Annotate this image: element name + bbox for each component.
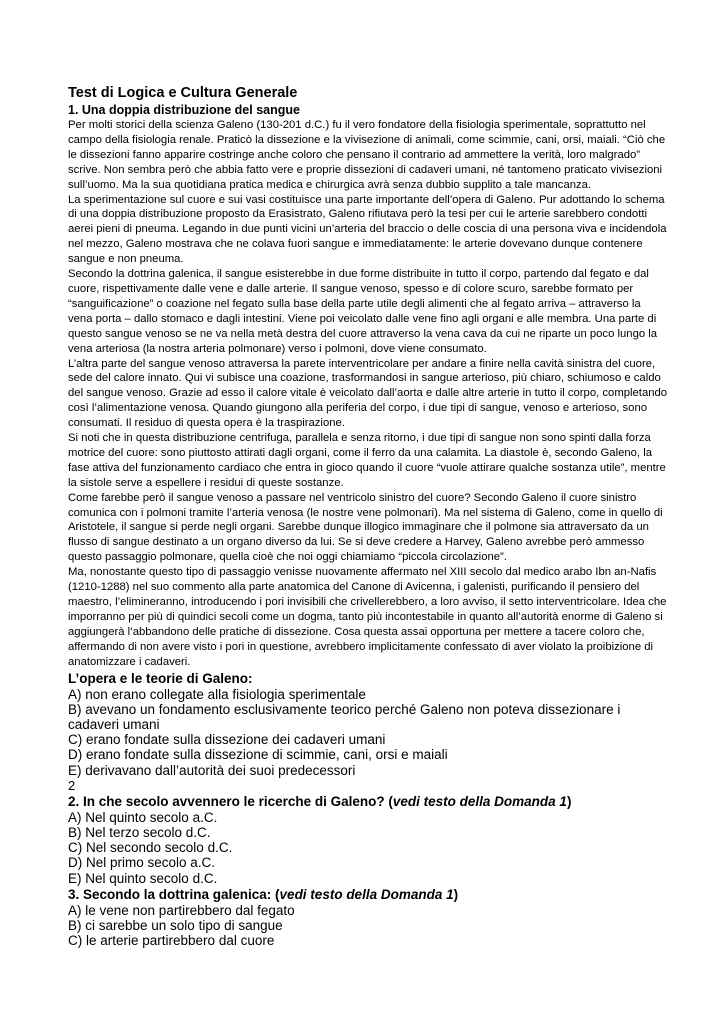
answer-option: A) non erano collegate alla fisiologia sperimentale	[68, 686, 366, 702]
document-title: Test di Logica e Cultura Generale	[68, 85, 298, 101]
question-3-prompt-close: )	[453, 886, 459, 902]
question-3-prompt-text: 3. Secondo la dottrina galenica: (	[68, 886, 280, 902]
question-1-prompt: L’opera e le teorie di Galeno:	[68, 670, 253, 686]
question-3-options	[68, 903, 668, 949]
passage-paragraph: Ma, nonostante questo tipo di passaggio venisse nuovamente affermato nel XIII secolo dal medico arabo Ibn an-Nafis (1210-1288) nel suo commento alla parte anatomica del Canone di Avicenna, i galenisti, purificando il pensiero del maestro, l’elimineranno, introducendo i pori invisibili che crivellerebbero, a loro avviso, il setto interventricolare. Idea che imporranno per più di quindici secoli come un dogma, tanto più incontestabile in quanto all’autorità enorme di Galeno si aggiungerà l’abbandono delle pratiche di dissezione. Cosa questa assai opportuna per mettere a tacere coloro che, affermando di non avere visto i pori in questione, avrebbero implicitamente confessato di aver violato la proibizione di anatomizzare i cadaveri.	[68, 566, 667, 668]
passage-paragraph: Si noti che in questa distribuzione centrifuga, parallela e senza ritorno, i due tipi di sangue non sono spinti dalla forza motrice del cuore: sono piuttosto attirati dagli organi, come il ferro da una calamita. La diastole è, secondo Galeno, la fase attiva del funzionamento cardiaco che entra in gioco quando il cuore “vuole attirare qualche sostanza utile”, mentre la sistole serve a espellere i residui di queste sostanze.	[68, 432, 666, 489]
question-2-reference: vedi testo della Domanda 1	[392, 793, 567, 809]
question-1-options	[68, 687, 668, 778]
reading-passage	[68, 118, 668, 670]
answer-option: C) erano fondate sulla dissezione dei cadaveri umani	[68, 732, 386, 748]
page-number: 2	[68, 777, 76, 793]
answer-option: B) ci sarebbe un solo tipo di sangue	[68, 917, 283, 933]
passage-paragraph: Per molti storici della scienza Galeno (130-201 d.C.) fu il vero fondatore della fisiologia sperimentale, soprattutto nel campo della fisiologia renale. Praticò la dissezione e la vivisezione di animali, come scimmie, cani, orsi, maiali. “Ciò che le dissezioni fanno apparire costringe anche coloro che pensano il contrario ad ammettere la verità, loro malgrado” scrive. Non sembra però che abbia fatto vere e proprie dissezioni di cadaveri umani, né tantomeno praticato vivisezioni sull’uomo. Ma la sua quotidiana pratica medica e chirurgica avrà senza dubbio supplito a tale mancanza.	[68, 119, 666, 191]
answer-option: C) Nel secondo secolo d.C.	[68, 840, 233, 856]
question-1-heading: 1. Una doppia distribuzione del sangue	[68, 103, 300, 117]
answer-option: E) Nel quinto secolo d.C.	[68, 870, 218, 886]
answer-option: D) erano fondate sulla dissezione di scimmie, cani, orsi e maiali	[68, 747, 448, 763]
answer-option: B) avevano un fondamento esclusivamente teorico perché Galeno non poteva dissezionare i cadaveri umani	[68, 701, 621, 732]
answer-option: B) Nel terzo secolo d.C.	[68, 824, 211, 840]
passage-paragraph: Secondo la dottrina galenica, il sangue esisterebbe in due forme distribuite in tutto il corpo, partendo dal fegato e dal cuore, rispettivamente dalle vene e dalle arterie. Il sangue venoso, spesso e di colore scuro, sarebbe formato per “sanguificazione” o coazione nel fegato sulla base della parte utile degli alimenti che al fegato arriva – attraverso la vena porta – dallo stomaco e dagli intestini. Viene poi veicolato dalle vene fino agli organi e alle membra. Una parte di questo sangue venoso se ne va nella metà destra del cuore attraverso la vena cava da cui ne riparte un poco lungo la vena arteriosa (la nostra arteria polmonare) verso i polmoni, dove viene consumato.	[68, 268, 658, 355]
question-3-reference: vedi testo della Domanda 1	[279, 886, 454, 902]
document-page	[68, 84, 668, 948]
passage-paragraph: Come farebbe però il sangue venoso a passare nel ventricolo sinistro del cuore? Secondo Galeno il cuore sinistro comunica con i polmoni tramite l’arteria venosa (le nostre vene polmonari). Ma nel sistema di Galeno, come in quello di Aristotele, il sangue si perde negli organi. Sarebbe dunque illogico immaginare che il polmone sia attraversato da un flusso di sangue destinato a un organo diverso da lui. Se si deve credere a Harvey, Galeno avrebbe però ammesso questo passaggio polmonare, quella cioè che noi oggi chiamiamo “piccola circolazione”.	[68, 491, 663, 564]
question-2-prompt-close: )	[566, 793, 572, 809]
question-2-prompt-text: 2. In che secolo avvennero le ricerche di Galeno? (	[68, 793, 393, 809]
passage-paragraph: L’altra parte del sangue venoso attraversa la parete interventricolare per andare a finire nella cavità sinistra del cuore, sede del calore innato. Qui vi subisce una coazione, trasformandosi in sangue arterioso, più chiaro, schiumoso e caldo del sangue venoso. Grazie ad esso il calore vitale è veicolato dall’aorta e dalle altre arterie in tutto il corpo, completando così l’alimentazione venosa. Quando giungono alla periferia del corpo, i due tipi di sangue, venoso e arterioso, sono consumati. Il residuo di questa opera è la traspirazione.	[68, 357, 668, 430]
answer-option: A) le vene non partirebbero dal fegato	[68, 902, 295, 918]
answer-option: D) Nel primo secolo a.C.	[68, 855, 216, 871]
answer-option: E) derivavano dall’autorità dei suoi predecessori	[68, 762, 356, 778]
answer-option: A) Nel quinto secolo a.C.	[68, 809, 218, 825]
answer-option: C) le arterie partirebbero dal cuore	[68, 933, 275, 949]
question-3-prompt	[68, 886, 668, 903]
passage-paragraph: La sperimentazione sul cuore e sui vasi costituisce una parte importante dell’opera di Galeno. Pur adottando lo schema di una doppia distribuzione proposto da Erasistrato, Galeno rifiutava però la tesi per cui le arterie sarebbero condotti aerei pieni di pneuma. Legando in due punti vicini un’arteria del braccio o delle coscia di una persona viva e incidendola nel mezzo, Galeno mostrava che ne colava fuori sangue e immediatamente: le arterie dovevano dunque contenere sangue e non pneuma.	[68, 193, 667, 266]
question-2-options	[68, 810, 668, 886]
question-2-prompt	[68, 793, 668, 810]
